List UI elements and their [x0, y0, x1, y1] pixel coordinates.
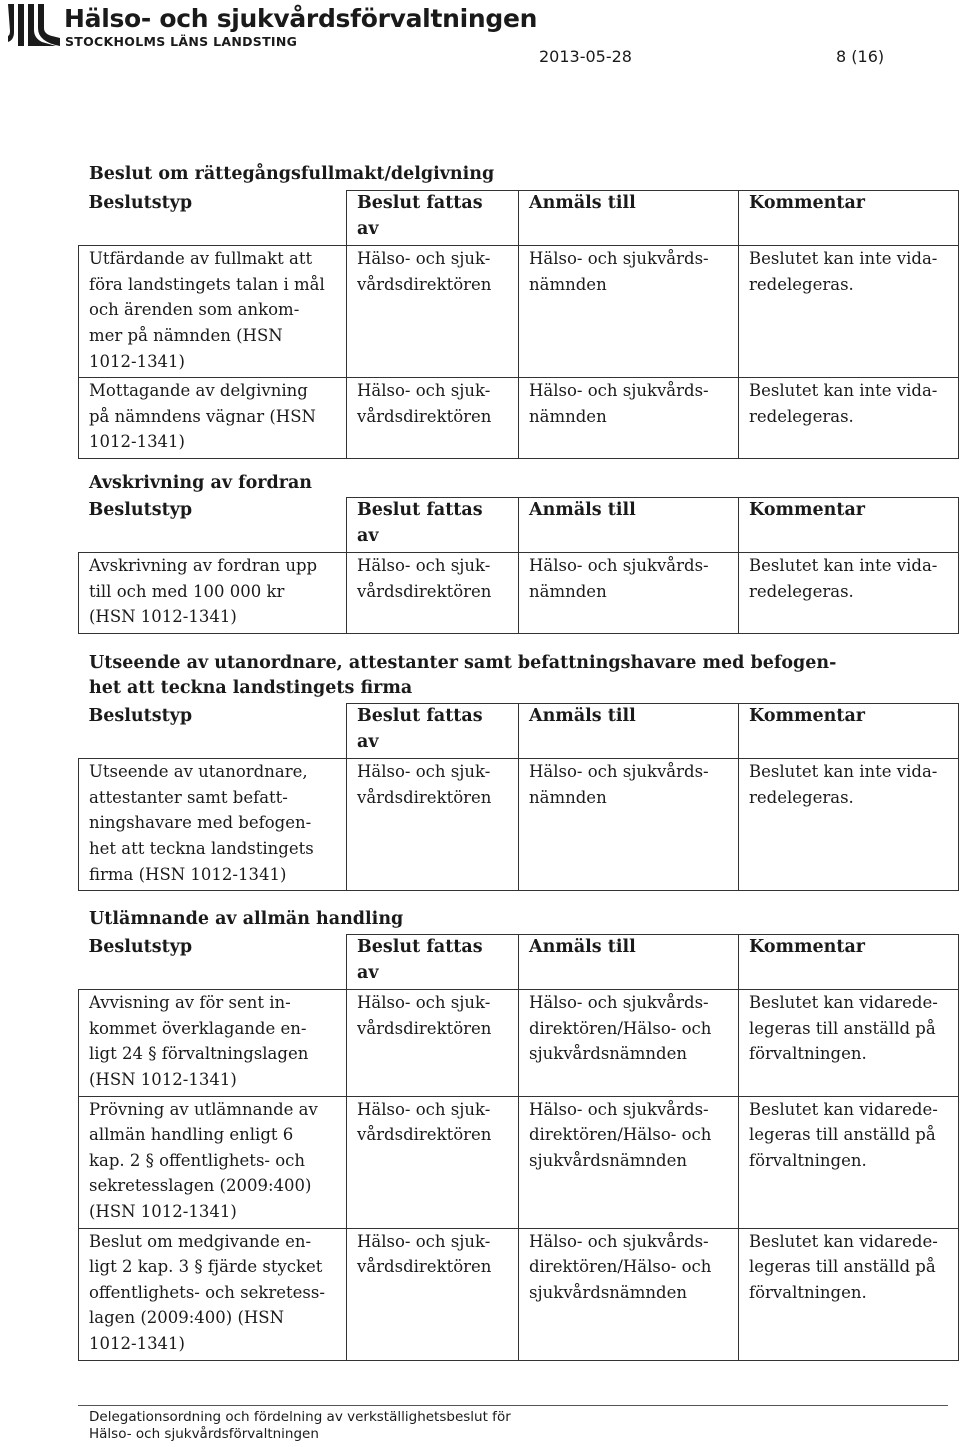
cell-type: Avvisning av för sent in- kommet överklagande en- ligt 24 § förvaltningslagen (HSN 1012-1341): [79, 990, 347, 1096]
cell-type: Avskrivning av fordran upp till och med 100 000 kr (HSN 1012-1341): [79, 553, 347, 634]
org-subtitle: STOCKHOLMS LÄNS LANDSTING: [65, 34, 298, 49]
cell-report-to: Hälso- och sjukvårds- nämnden: [519, 378, 739, 459]
header-type: Beslutstyp: [79, 704, 347, 759]
section-title: Utseende av utanordnare, attestanter samt befattningshavare med befogen- het att teckna landstingets firma: [89, 653, 837, 698]
cell-comment: Beslutet kan inte vida- redelegeras.: [739, 759, 959, 891]
header-comment: Kommentar: [739, 191, 959, 246]
section-title: Utlämnande av allmän handling: [89, 909, 404, 929]
header-report-to: Anmäls till: [519, 704, 739, 759]
section-title: Beslut om rättegångsfullmakt/delgivning: [89, 164, 495, 184]
table-header-row: [79, 498, 959, 553]
cell-decided-by: Hälso- och sjuk- vårdsdirektören: [347, 1228, 519, 1360]
table-row: [79, 1228, 959, 1360]
table-row: [79, 246, 959, 378]
cell-report-to: Hälso- och sjukvårds- direktören/Hälso- och sjukvårdsnämnden: [519, 1096, 739, 1228]
footer-divider: [78, 1405, 948, 1406]
table-header-row: [79, 704, 959, 759]
header-comment: Kommentar: [739, 704, 959, 759]
header-type: Beslutstyp: [79, 191, 347, 246]
page-number: 8 (16): [836, 47, 885, 66]
delegation-table: [78, 934, 959, 1361]
page-footer: [89, 1409, 511, 1443]
cell-report-to: Hälso- och sjukvårds- nämnden: [519, 553, 739, 634]
header-decided-by: Beslut fattas av: [347, 191, 519, 246]
cell-type: Beslut om medgivande en- ligt 2 kap. 3 § fjärde stycket offentlighets- och sekretess- lagen (2009:400) (HSN 1012-1341): [79, 1228, 347, 1360]
section-title: Avskrivning av fordran: [89, 473, 313, 493]
table-row: [79, 990, 959, 1096]
header-decided-by: Beslut fattas av: [347, 498, 519, 553]
cell-report-to: Hälso- och sjukvårds- direktören/Hälso- och sjukvårdsnämnden: [519, 1228, 739, 1360]
cell-type: Utfärdande av fullmakt att föra landstingets talan i mål och ärenden som ankom- mer på nämnden (HSN 1012-1341): [79, 246, 347, 378]
header-comment: Kommentar: [739, 935, 959, 990]
cell-comment: Beslutet kan vidarede- legeras till anställd på förvaltningen.: [739, 1228, 959, 1360]
header-comment: Kommentar: [739, 498, 959, 553]
header-report-to: Anmäls till: [519, 498, 739, 553]
table-row: [79, 1096, 959, 1228]
delegation-table: [78, 497, 959, 634]
header-decided-by: Beslut fattas av: [347, 935, 519, 990]
footer-line-2: Hälso- och sjukvårdsförvaltningen: [89, 1426, 319, 1442]
delegation-table: [78, 703, 959, 891]
cell-comment: Beslutet kan inte vida- redelegeras.: [739, 378, 959, 459]
cell-type: Utseende av utanordnare, attestanter samt befatt- ningshavare med befogen- het att teckna landstingets firma (HSN 1012-1341): [79, 759, 347, 891]
cell-decided-by: Hälso- och sjuk- vårdsdirektören: [347, 246, 519, 378]
header-type: Beslutstyp: [79, 498, 347, 553]
cell-comment: Beslutet kan vidarede- legeras till anställd på förvaltningen.: [739, 1096, 959, 1228]
footer-line-1: Delegationsordning och fördelning av verkställighetsbeslut för: [89, 1409, 511, 1425]
header-type: Beslutstyp: [79, 935, 347, 990]
header-report-to: Anmäls till: [519, 935, 739, 990]
table-header-row: [79, 191, 959, 246]
sll-logo-icon: [4, 2, 62, 48]
cell-comment: Beslutet kan inte vida- redelegeras.: [739, 246, 959, 378]
cell-report-to: Hälso- och sjukvårds- nämnden: [519, 246, 739, 378]
cell-comment: Beslutet kan vidarede- legeras till anställd på förvaltningen.: [739, 990, 959, 1096]
cell-type: Mottagande av delgivning på nämndens vägnar (HSN 1012-1341): [79, 378, 347, 459]
table-row: [79, 378, 959, 459]
document-date: 2013-05-28: [539, 47, 632, 66]
cell-report-to: Hälso- och sjukvårds- direktören/Hälso- och sjukvårdsnämnden: [519, 990, 739, 1096]
cell-type: Prövning av utlämnande av allmän handling enligt 6 kap. 2 § offentlighets- och sekretesslagen (2009:400) (HSN 1012-1341): [79, 1096, 347, 1228]
org-name: Hälso- och sjukvårdsförvaltningen: [64, 4, 538, 33]
table-row: [79, 759, 959, 891]
cell-report-to: Hälso- och sjukvårds- nämnden: [519, 759, 739, 891]
cell-decided-by: Hälso- och sjuk- vårdsdirektören: [347, 759, 519, 891]
cell-decided-by: Hälso- och sjuk- vårdsdirektören: [347, 553, 519, 634]
header-logo: [0, 0, 538, 50]
table-row: [79, 553, 959, 634]
header-report-to: Anmäls till: [519, 191, 739, 246]
cell-decided-by: Hälso- och sjuk- vårdsdirektören: [347, 1096, 519, 1228]
table-header-row: [79, 935, 959, 990]
cell-decided-by: Hälso- och sjuk- vårdsdirektören: [347, 990, 519, 1096]
delegation-table: [78, 190, 959, 459]
cell-comment: Beslutet kan inte vida- redelegeras.: [739, 553, 959, 634]
header-decided-by: Beslut fattas av: [347, 704, 519, 759]
cell-decided-by: Hälso- och sjuk- vårdsdirektören: [347, 378, 519, 459]
